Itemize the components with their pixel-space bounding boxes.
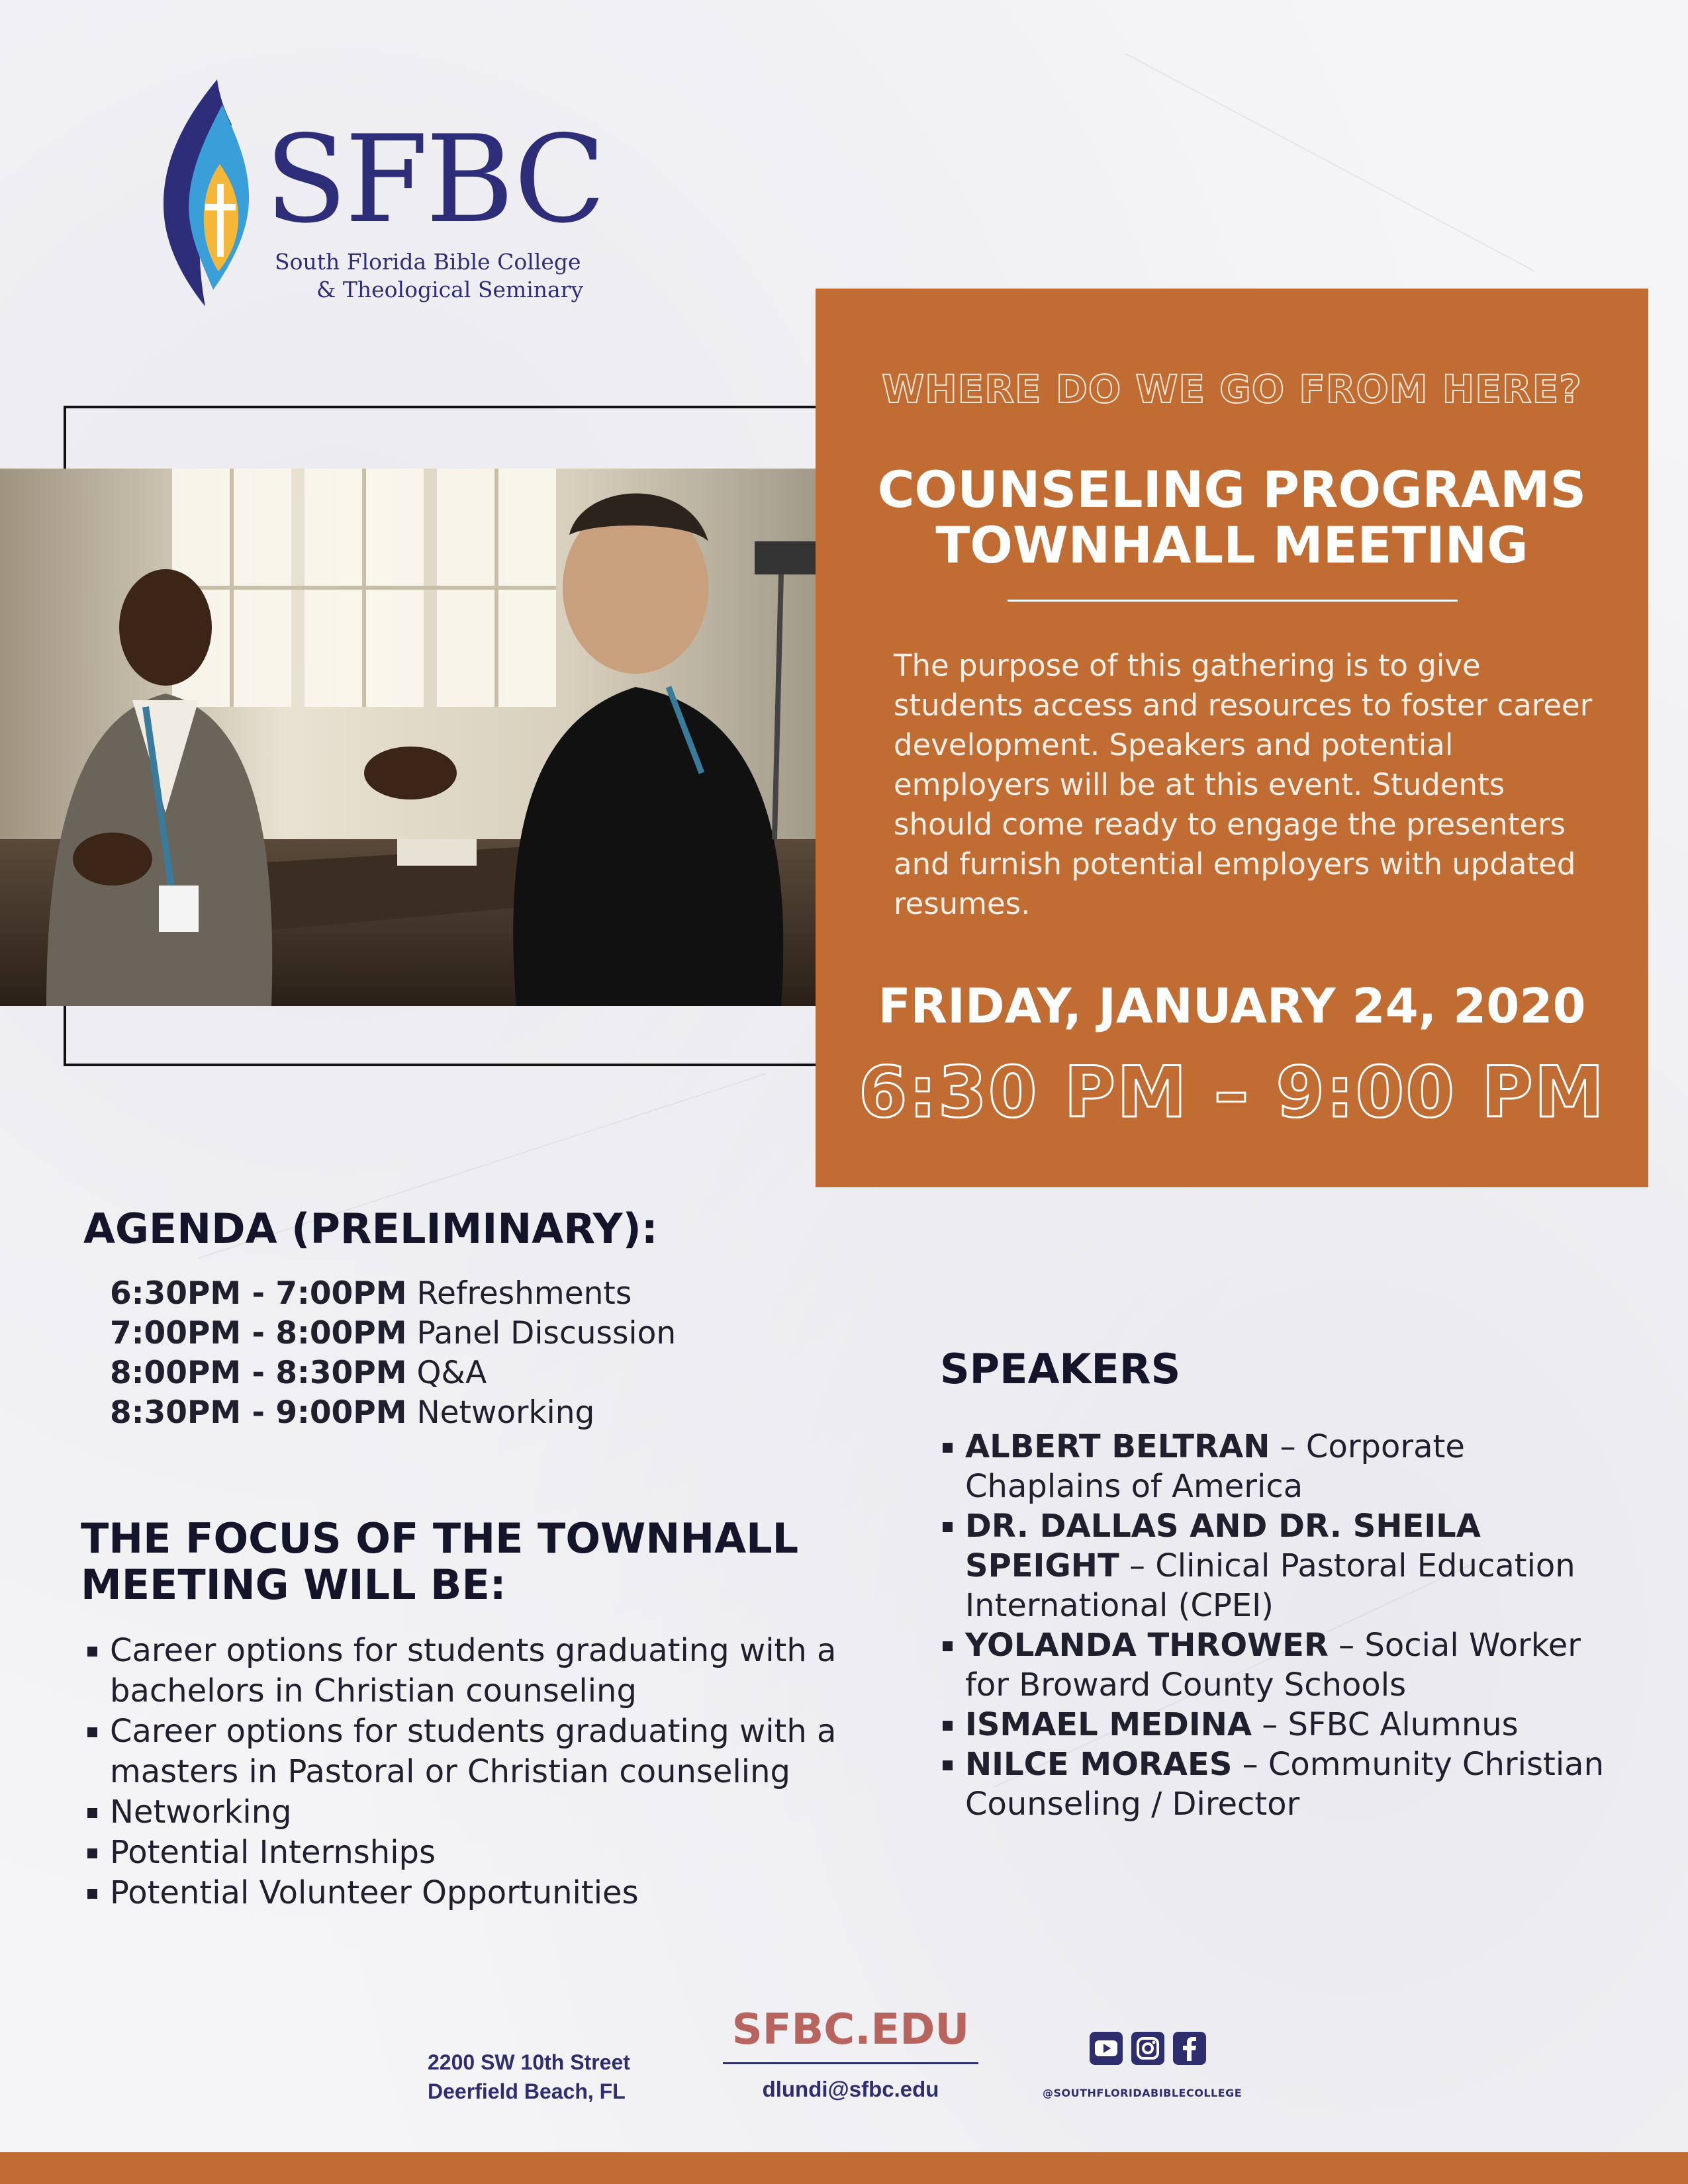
focus-item: Networking	[83, 1792, 865, 1833]
speaker-name: ALBERT BELTRAN	[965, 1428, 1270, 1465]
agenda-activity: Panel Discussion	[416, 1315, 677, 1351]
website-divider	[723, 2062, 978, 2064]
youtube-icon[interactable]	[1090, 2032, 1123, 2065]
focus-heading	[81, 1516, 798, 1608]
focus-item: Career options for students graduating with a masters in Pastoral or Christian counseling	[83, 1711, 865, 1792]
speaker-name: DR. DALLAS AND DR. SHEILA SPEIGHT	[965, 1508, 1481, 1584]
event-title-line2: TOWNHALL MEETING	[935, 516, 1528, 574]
flame-cross-icon	[159, 78, 265, 310]
event-time: 6:30 PM – 9:00 PM	[858, 1052, 1606, 1133]
agenda-item	[110, 1314, 676, 1353]
website-link[interactable]: SFBC.EDU	[731, 2005, 970, 2054]
speaker-item	[939, 1427, 1627, 1506]
agenda-item	[110, 1274, 676, 1314]
speaker-role: – Community Christian Counseling / Director	[965, 1746, 1604, 1823]
event-photo	[0, 469, 818, 1006]
agenda-activity: Q&A	[416, 1355, 487, 1391]
email-link[interactable]: dlundi@sfbc.edu	[762, 2077, 939, 2101]
event-description: The purpose of this gathering is to give students access and resources to foster career development. Speakers and potential employers will be at this event. Students should come ready to engage the presenters and furnish potential employers with updated resumes.	[894, 648, 1593, 921]
speaker-item	[939, 1745, 1627, 1824]
footer-bar	[0, 2152, 1688, 2184]
event-title	[816, 462, 1648, 573]
agenda-time: 7:00PM - 8:00PM	[110, 1315, 407, 1351]
event-date: FRIDAY, JANUARY 24, 2020	[878, 978, 1586, 1034]
speaker-item	[939, 1625, 1627, 1705]
speaker-item	[939, 1705, 1627, 1745]
agenda-time: 6:30PM - 7:00PM	[110, 1275, 407, 1312]
event-tagline: WHERE DO WE GO FROM HERE?	[882, 367, 1582, 412]
instagram-icon[interactable]	[1131, 2032, 1164, 2065]
agenda-time: 8:00PM - 8:30PM	[110, 1355, 407, 1391]
focus-heading-line1: THE FOCUS OF THE TOWNHALL	[81, 1514, 799, 1563]
address-line2: Deerfield Beach, FL	[428, 2079, 626, 2103]
speaker-name: ISMAEL MEDINA	[965, 1706, 1252, 1743]
logo-name-line1: South Florida Bible College	[275, 249, 581, 275]
facebook-icon[interactable]	[1173, 2032, 1206, 2065]
speaker-role: – Social Worker for Broward County Schools	[965, 1627, 1581, 1704]
agenda-heading: AGENDA (PRELIMINARY):	[83, 1205, 658, 1253]
speaker-name: NILCE MORAES	[965, 1746, 1233, 1783]
event-info-panel	[816, 289, 1648, 1187]
focus-item: Potential Internships	[83, 1833, 865, 1873]
focus-item: Potential Volunteer Opportunities	[83, 1873, 865, 1913]
focus-item: Career options for students graduating with a bachelors in Christian counseling	[83, 1631, 865, 1711]
marble-vein	[1125, 53, 1535, 271]
speaker-role: – SFBC Alumnus	[1262, 1706, 1519, 1743]
agenda-activity: Refreshments	[416, 1275, 632, 1312]
social-icons	[1090, 2032, 1211, 2068]
speaker-item	[939, 1506, 1627, 1625]
speakers-heading: SPEAKERS	[940, 1345, 1181, 1393]
event-title-line1: COUNSELING PROGRAMS	[877, 460, 1587, 519]
logo-name-line2: & Theological Seminary	[316, 277, 584, 302]
sfbc-logo	[159, 78, 604, 310]
agenda-list	[110, 1274, 676, 1433]
agenda-item	[110, 1353, 676, 1393]
agenda-item	[110, 1393, 676, 1433]
focus-heading-line2: MEETING WILL BE:	[81, 1561, 506, 1609]
agenda-time: 8:30PM - 9:00PM	[110, 1394, 407, 1431]
title-divider	[1008, 600, 1458, 602]
logo-acronym: SFBC	[265, 109, 604, 250]
speaker-name: YOLANDA THROWER	[965, 1627, 1329, 1664]
speaker-role: – Clinical Pastoral Education International (CPEI)	[965, 1547, 1575, 1624]
agenda-activity: Networking	[416, 1394, 595, 1431]
address-line1: 2200 SW 10th Street	[428, 2050, 630, 2074]
speaker-role: – Corporate Chaplains of America	[965, 1428, 1465, 1505]
social-handle[interactable]: @SOUTHFLORIDABIBLECOLLEGE	[1043, 2087, 1243, 2099]
speakers-list	[939, 1427, 1627, 1824]
address	[428, 2048, 630, 2106]
focus-list	[83, 1631, 865, 1913]
